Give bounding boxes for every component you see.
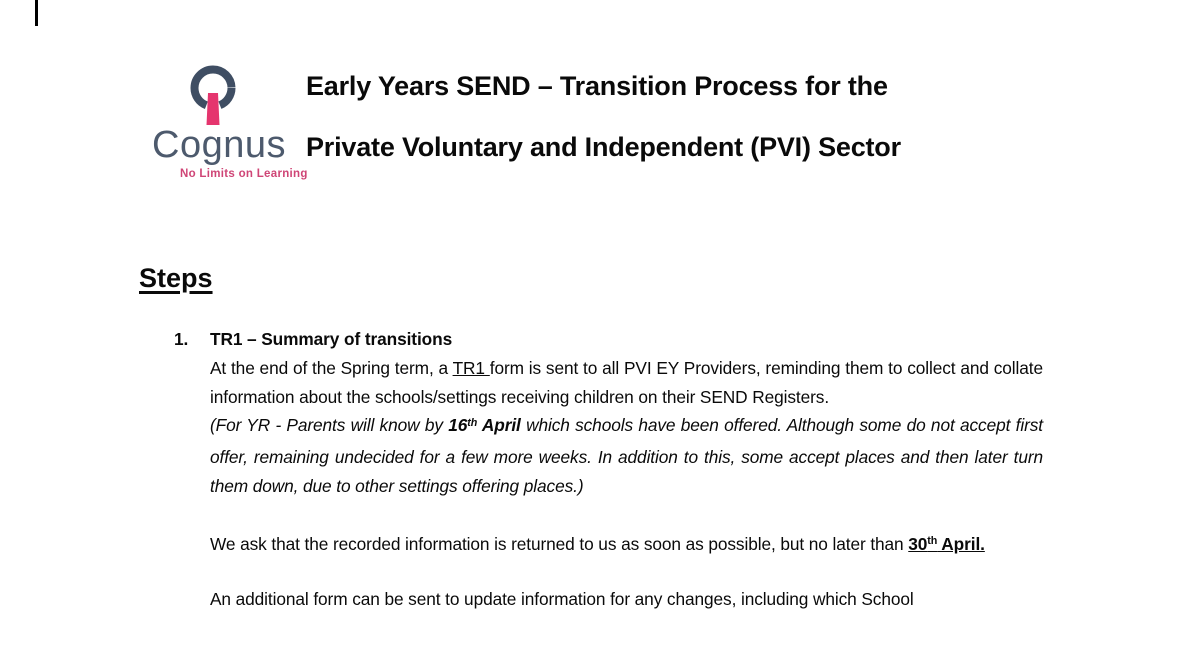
text-run: form is sent to all PVI EY Providers, reminding them to collect and collate information about the schools/settings receiving children on their SEND Registers. — [210, 357, 1043, 407]
paragraph-yr-note — [210, 411, 1043, 500]
text-run: (For YR - Parents will know by — [210, 415, 449, 436]
tr1-link[interactable]: TR1 — [452, 357, 490, 378]
text-cursor — [35, 0, 38, 26]
title-line-2: Private Voluntary and Independent (PVI) Sector — [306, 132, 901, 162]
text-run: 16 — [448, 415, 468, 436]
step-1-heading — [174, 325, 1043, 354]
text-run: April. — [937, 533, 985, 554]
paragraph-tr1 — [210, 354, 1043, 412]
text-run: 30 — [908, 533, 928, 554]
text-run — [448, 415, 521, 435]
steps-heading: Steps — [139, 263, 213, 293]
content-column — [174, 325, 1043, 614]
step-1-number: 1. — [174, 329, 189, 349]
title-line-1: Early Years SEND – Transition Process for the — [306, 71, 888, 101]
logo-wordmark: Cognus — [152, 124, 286, 166]
text-run: th — [467, 417, 478, 430]
text-run — [908, 534, 985, 554]
step-1-title: TR1 – Summary of transitions — [210, 329, 453, 349]
text-run: At the end of the Spring term, a — [210, 357, 453, 378]
text-run: April — [477, 415, 521, 436]
text-run: We ask that the recorded information is returned to us as soon as possible, but no later than — [210, 533, 909, 554]
text-run: which schools have been offered. Although some do not accept first offer, remaining undecided for a few more weeks. In addition to this, some accept places and then later turn them down, due to other settings offering places.) — [210, 415, 1043, 496]
document-title — [306, 70, 901, 163]
text-run: An additional form can be sent to update information for any changes, including which School — [210, 589, 914, 610]
paragraph-additional-form-clipped — [210, 585, 1043, 614]
paragraph-deadline — [210, 530, 1043, 562]
logo-tagline: No Limits on Learning — [180, 168, 308, 180]
cognus-logo-icon — [190, 63, 236, 127]
text-run: th — [927, 535, 938, 548]
